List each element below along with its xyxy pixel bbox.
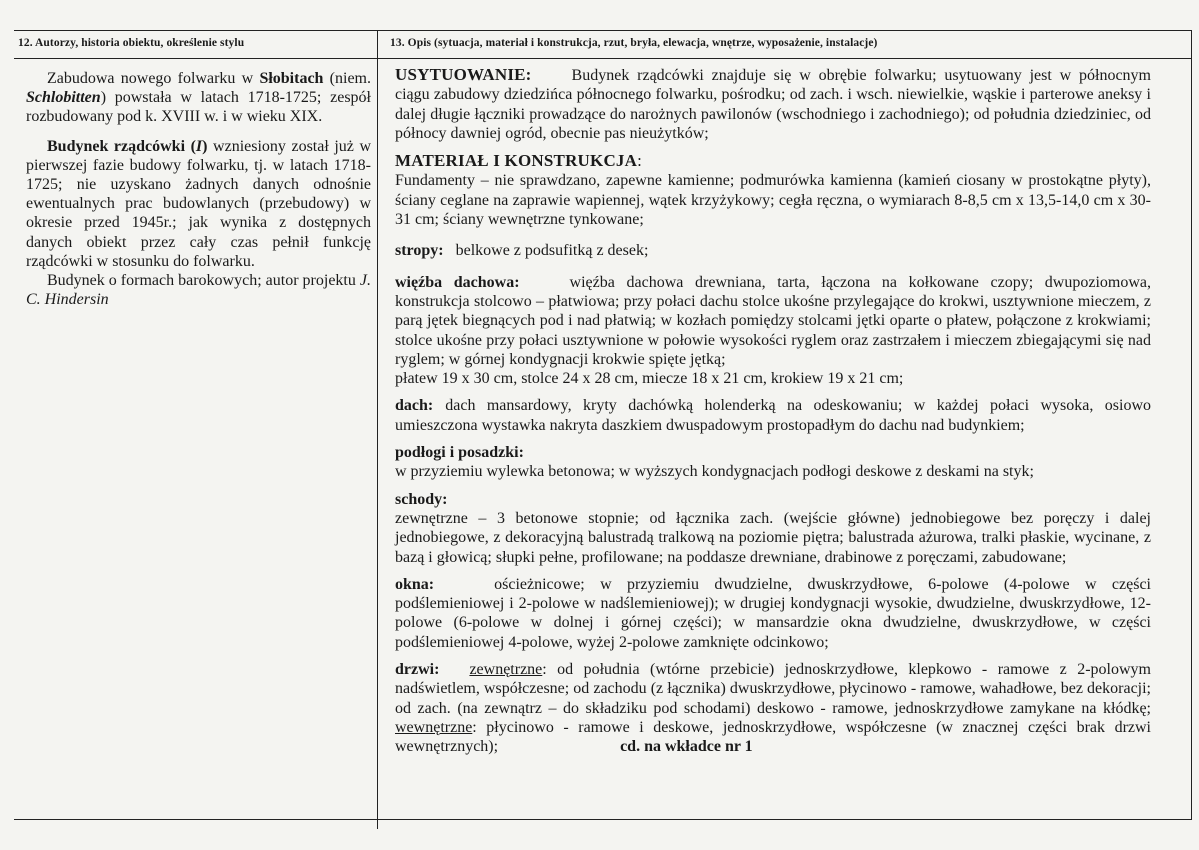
wiezba-label: więźba dachowa: xyxy=(395,273,520,291)
text-run: ) xyxy=(202,137,208,155)
section-12-body xyxy=(26,69,371,319)
okna-label: okna: xyxy=(395,575,435,593)
usytuowanie-label: USYTUOWANIE: xyxy=(395,65,532,84)
podlogi-label: podłogi i posadzki: xyxy=(395,444,524,462)
drzwi-wewnetrzne-text: : płycinowo - ramowe i deskowe, jednoskrzydłowe, współczesne (w znacznej części brak drzwi wewnętrznych); xyxy=(395,718,1151,756)
dach-text: dach mansardowy, kryty dachówką holenderką na odeskowaniu; w każdej połaci wysoka, osiowo umieszczona wystawka nakryta daszkiem dwuspadowym prostopadłym do dachu nad budynkiem; xyxy=(395,397,1151,434)
text-run: (niem. xyxy=(323,70,372,87)
drzwi-zewnetrzne-label: zewnętrzne xyxy=(469,661,543,679)
stropy-text: belkowe z podsufitką z desek; xyxy=(455,242,649,260)
dach-label: dach: xyxy=(395,397,434,415)
wiezba-dimensions: płatew 19 x 30 cm, stolce 24 x 28 cm, miecze 18 x 21 cm, krokiew 19 x 21 cm; xyxy=(395,370,904,388)
podlogi-text: w przyziemiu wylewka betonowa; w wyższych kondygnacjach podłogi deskowe z deskami na styk; xyxy=(395,463,1034,481)
text-run: Budynek o formach barokowych; autor projektu xyxy=(47,272,360,290)
header-rule xyxy=(14,58,1192,59)
material-section xyxy=(395,151,1151,229)
schody-text: zewnętrzne – 3 betonowe stopnie; od łącznika zach. (wejście główne) jednobiegowe bez poręczy i dalej jednobiegowe, z dekoracyjną balustradą tralkową na poziomie piętra; balustrada ażurowa, tralki płaskie, wycinane, z bazą i głowicą; słupki pełne, profilowane; na poddasze drewniane, drabinowe z poręczami, zabudowane; xyxy=(395,509,1151,566)
building-number: I xyxy=(195,137,203,155)
material-colon: : xyxy=(637,151,643,171)
history-paragraph-3 xyxy=(26,271,371,309)
drzwi-label: drzwi: xyxy=(395,661,440,679)
history-paragraph-2 xyxy=(26,137,371,271)
okna-section xyxy=(395,575,1151,652)
section-12-heading: 12. Autorzy, historia obiektu, określenie stylu xyxy=(18,37,245,49)
drzwi-wewnetrzne-label: wewnętrzne xyxy=(395,718,473,736)
material-text: Fundamenty – nie sprawdzano, zapewne kamienne; podmurówka kamienna (kamień ciosany w prostokątne płyty), ściany ceglane na zaprawie wapiennej, wątek krzyżykowy; cegła ręczna, o wymiarach 8-8,5 cm x 13,5-14,0 cm x 30-31 cm; ściany wewnętrzne tynkowane; xyxy=(395,172,1151,229)
history-paragraph-1 xyxy=(26,69,371,127)
drzwi-section xyxy=(395,660,1151,756)
text-run: wzniesiony został już w pierwszej fazie budowy folwarku, tj. w latach 1718-1725; nie uzyskano żadnych danych odnośnie ewentualnych prac budowlanych (przebudowy) w okresie przed 1945r.; jak wynika z dostępnych danych obiekt przez cały czas pełnił funkcję rządcówki w stosunku do folwarku. xyxy=(26,137,372,270)
section-13-heading: 13. Opis (sytuacja, materiał i konstrukcja, rzut, bryła, elewacja, wnętrze, wyposażenie, instalacje) xyxy=(390,37,878,49)
text-run: ) powstała w latach 1718-1725; zespół rozbudowany pod k. XVIII w. i w wieku XIX. xyxy=(26,89,371,126)
building-name: Budynek rządcówki ( xyxy=(47,137,196,155)
schody-section xyxy=(395,490,1151,567)
right-border xyxy=(1191,31,1192,819)
schody-label: schody: xyxy=(395,490,448,508)
stropy-section xyxy=(395,241,1151,260)
german-place-name: Schlobitten xyxy=(26,89,101,107)
dach-section xyxy=(395,396,1151,435)
wiezba-section xyxy=(395,273,1151,389)
stropy-label: stropy: xyxy=(395,242,444,260)
material-label: MATERIAŁ I KONSTRUKCJA xyxy=(395,151,638,171)
wiezba-text: więźba dachowa drewniana, tarta, łączona na kołkowane czopy; dwupoziomowa, konstrukcja stolcowo – płatwiowa; przy połaci dachu stolce ukośne przylegające do krokwi, usztywnione mieczem, z parą jętek biegnących pod i nad płatwią; w kozłach pomiędzy stolcami jętki oparte o płatew, połączone z krokwiami; stolce ukośne przy połaci usztywnione w połowie wysokości ryglem oraz zastrzałem i mieczem zbiegającymi się nad ryglem; w górnej kondygnacji krokwie spięte jętką; xyxy=(395,273,1151,368)
continuation-note: cd. na wkładce nr 1 xyxy=(620,738,753,756)
podlogi-section xyxy=(395,443,1151,482)
okna-text: ościeżnicowe; w przyziemiu dwudzielne, dwuskrzydłowe, 6-polowe (4-polowe w części podślemieniowej i 2-polowe w nadślemieniowej); w drugiej kondygnacji wysokie, dwudzielne, dwuskrzydłowe, 12-polowe (6-polowe w dolnej i górnej części); w mansardzie okna dwudzielne, dwuskrzydłowe, w części podślemieniowej 4-polowe, wyżej 2-polowe zamknięte odcinkowo; xyxy=(395,575,1151,651)
text-run: Zabudowa nowego folwarku w xyxy=(47,70,260,87)
column-divider-tick xyxy=(377,817,378,829)
place-name: Słobitach xyxy=(259,70,324,87)
usytuowanie-text: Budynek rządcówki znajduje się w obrębie folwarku; usytuowany jest w północnym ciągu zabudowy dziedzińca północnego folwarku, pośrodku; od zach. i wsch. niewielkie, wąskie i parterowe aneksy i dalej długie łączniki prowadzące do narożnych pawilonów (wschodniego i zachodniego); od południa dziedziniec, od północy dawniej ogród, obecnie pas nieużytków; xyxy=(395,67,1151,142)
column-divider xyxy=(377,31,378,819)
drzwi-zewnetrzne-text: : od południa (wtórne przebicie) jednoskrzydłowe, klepkowo - ramowe z 2-polowym nadświetlem, współczesne; od zachodu (z łącznika) dwuskrzydłowe, płycinowo - ramowe, wahadłowe, bez dekoracji; od zach. (na zewnątrz – do składziku pod schodami) deskowo - ramowe, jednoskrzydłowe zamykane na kłódkę; xyxy=(395,661,1151,717)
architect-name: J. C. Hindersin xyxy=(26,272,371,309)
form-sheet xyxy=(14,30,1192,820)
section-13-body xyxy=(395,65,1151,765)
usytuowanie-section xyxy=(395,65,1151,143)
